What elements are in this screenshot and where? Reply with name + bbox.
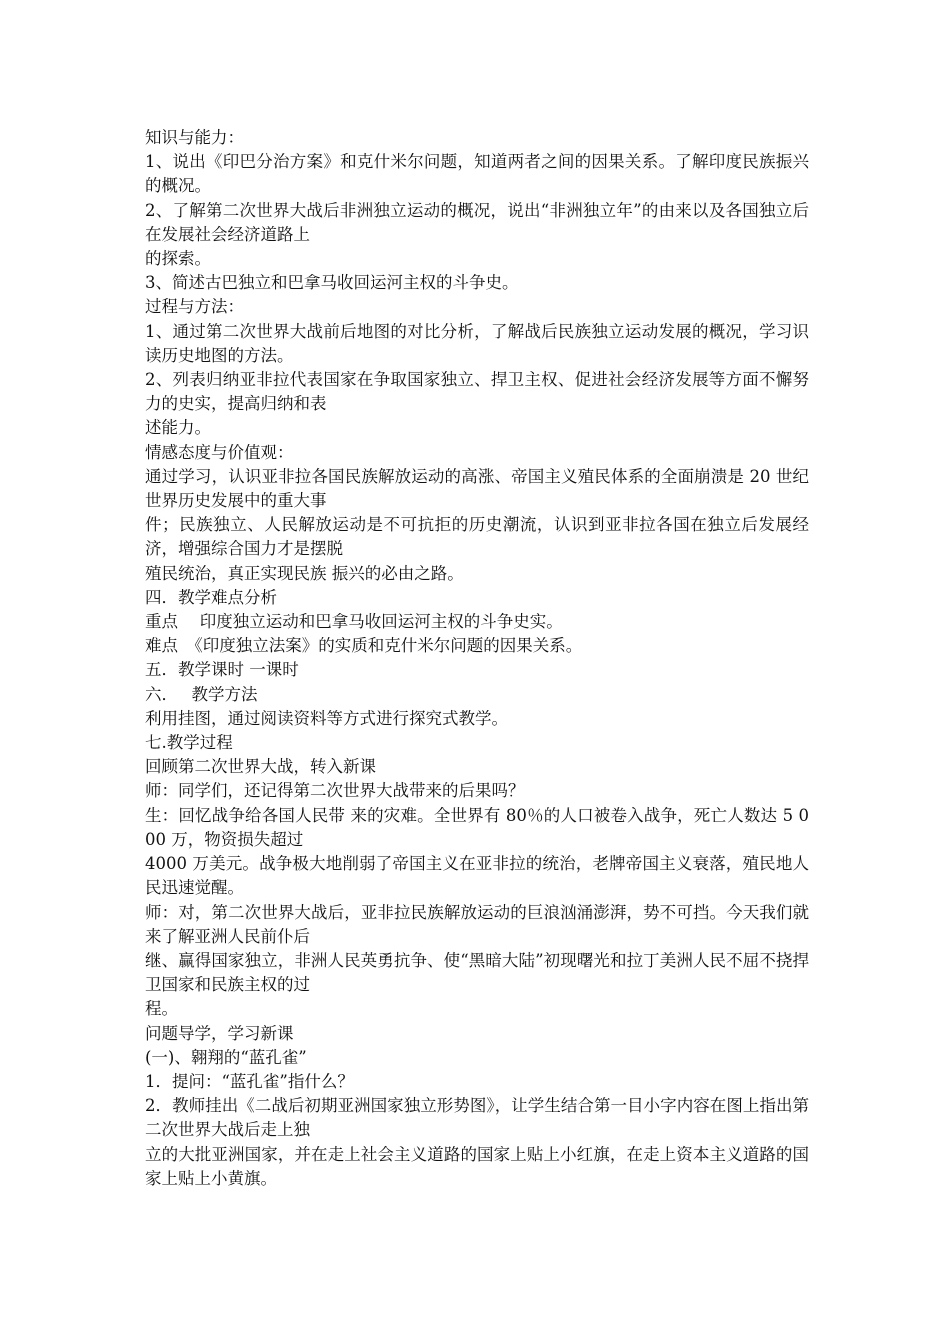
paragraph-student-1: 生：回忆战争给各国人民带 来的灾难。全世界有 80％的人口被卷入战争，死亡人数达 5 000 万，物资损失超过: [145, 805, 809, 849]
paragraph-review: 回顾第二次世界大战，转入新课: [145, 757, 376, 777]
paragraph-question-1: 1．提问：“蓝孔雀”指什么？: [145, 1071, 354, 1091]
paragraph-process-1: 1、通过第二次世界大战前后地图的对比分析，了解战后民族独立运动发展的概况，学习识读历史地图的方法。: [145, 321, 809, 365]
document-body: [145, 126, 809, 1191]
paragraph-knowledge-1: 1、说出《印巴分治方案》和克什米尔问题，知道两者之间的因果关系。了解印度民族振兴的概况。: [145, 152, 809, 196]
paragraph-knowledge-heading: 知识与能力：: [145, 128, 244, 147]
paragraph-knowledge-2: 2、了解第二次世界大战后非洲独立运动的概况，说出“非洲独立年”的由来以及各国独立后在发展社会经济道路上: [145, 200, 809, 244]
section-heading-method: 六． 教学方法: [145, 684, 258, 704]
paragraph-teacher-2: 师：对，第二次世界大战后，亚非拉民族解放运动的巨浪汹涌澎湃，势不可挡。今天我们就来了解亚洲人民前仆后: [145, 902, 809, 946]
paragraph-attitude-1: 通过学习，认识亚非拉各国民族解放运动的高涨、帝国主义殖民体系的全面崩溃是 20 世纪世界历史发展中的重大事: [145, 466, 809, 511]
paragraph-process-heading: 过程与方法：: [145, 297, 244, 317]
paragraph-process-2-cont: 述能力。: [145, 418, 211, 438]
paragraph-teacher-2-cont2: 程。: [145, 999, 178, 1019]
paragraph-teacher-2-cont: 继、赢得国家独立，非洲人民英勇抗争、使“黑暗大陆”初现曙光和拉丁美洲人民不屈不挠捍卫国家和民族主权的过: [145, 950, 809, 995]
section-heading-hours: 五．教学课时 一课时: [145, 660, 299, 680]
paragraph-knowledge-3: 3、简述古巴独立和巴拿马收回运河主权的斗争史。: [145, 273, 519, 293]
paragraph-step-2-cont: 立的大批亚洲国家，并在走上社会主义道路的国家上贴上小红旗，在走上资本主义道路的国家上贴上小黄旗。: [145, 1144, 809, 1188]
paragraph-attitude-1-cont: 件；民族独立、人民解放运动是不可抗拒的历史潮流，认识到亚非拉各国在独立后发展经济，增强综合国力才是摆脱: [145, 515, 809, 559]
paragraph-student-1-cont: 4000 万美元。战争极大地削弱了帝国主义在亚非拉的统治，老牌帝国主义衰落，殖民地人民迅速觉醒。: [145, 854, 809, 898]
paragraph-knowledge-2-cont: 的探索。: [145, 249, 211, 269]
paragraph-attitude-1-cont2: 殖民统治，真正实现民族 振兴的必由之路。: [145, 563, 464, 583]
paragraph-new-lesson: 问题导学，学习新课: [145, 1023, 294, 1043]
section-heading-process: 七.教学过程: [145, 733, 233, 753]
paragraph-method: 利用挂图，通过阅读资料等方式进行探究式教学。: [145, 708, 508, 728]
section-heading-difficulty: 四．教学难点分析: [145, 587, 277, 607]
paragraph-process-2: 2、列表归纳亚非拉代表国家在争取国家独立、捍卫主权、促进社会经济发展等方面不懈努力的史实，提高归纳和表: [145, 370, 809, 414]
paragraph-difficult-point: 难点 《印度独立法案》的实质和克什米尔问题的因果关系。: [145, 636, 583, 656]
paragraph-teacher-1: 师：同学们，还记得第二次世界大战带来的后果吗？: [145, 781, 525, 801]
paragraph-step-2: 2．教师挂出《二战后初期亚洲国家独立形势图》，让学生结合第一目小字内容在图上指出第二次世界大战后走上独: [145, 1096, 809, 1140]
paragraph-key-point: 重点 印度独立运动和巴拿马收回运河主权的斗争史实。: [145, 612, 563, 632]
subsection-heading-peacock: (一)、翱翔的“蓝孔雀”: [145, 1047, 307, 1067]
paragraph-attitude-heading: 情感态度与价值观：: [145, 442, 294, 462]
